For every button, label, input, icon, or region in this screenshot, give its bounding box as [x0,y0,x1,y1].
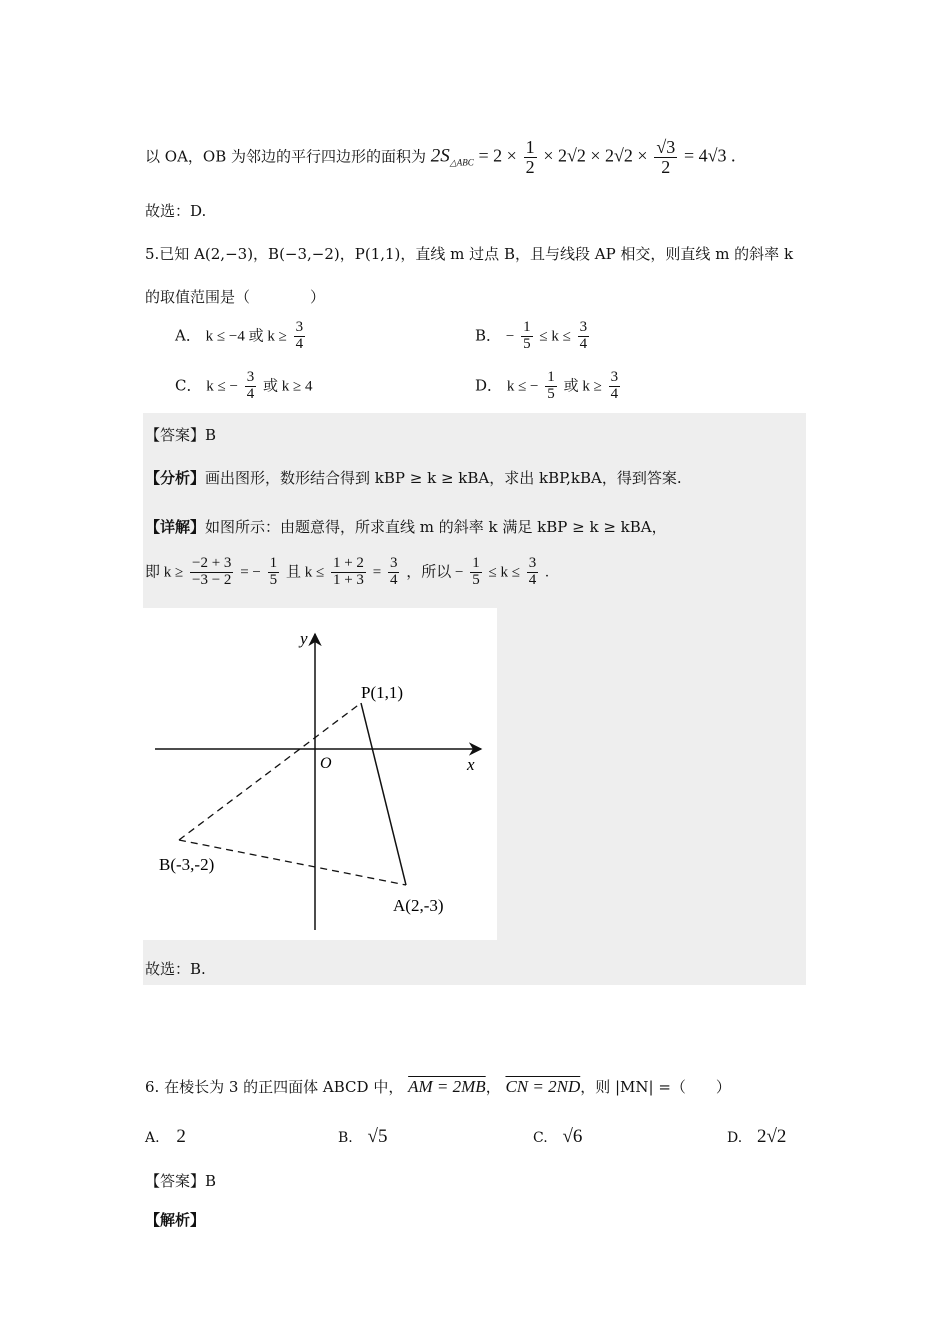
q5-d2-frac5 [470,556,482,589]
q6-option-c-label: C. [533,1130,548,1146]
q5-b-frac1 [521,320,533,353]
point-b-label: B(-3,-2) [159,855,215,874]
area-mid: × 2√2 × 2√2 × [543,145,648,166]
q5-d2-den3: 1 + 3 [332,571,364,588]
q6-stem-pre: 6. 在棱长为 3 的正四面体 ABCD 中， [145,1078,404,1096]
q5-d2-num1: −2 + 3 [192,555,232,571]
area-rhs-prefix: = 2 × [478,145,517,166]
q5-d2-num2: 1 [269,555,278,571]
q5-option-b-label: B． [475,326,502,345]
q6-option-d-label: D. [727,1130,743,1146]
q5-option-d [475,370,622,403]
q5-detail2 [145,556,549,589]
q5-option-a [175,320,307,353]
q5-stem-line1: 5.已知 A(2,−3)，B(−3,−2)，P(1,1)，直线 m 过点 B，且与线段 AP 相交，则直线 m 的斜率 k [145,245,794,263]
q6-option-b [338,1126,387,1148]
q5-analysis [145,467,682,488]
q5-option-d-label: D． [475,376,503,395]
q6-option-a-text: 2 [176,1126,186,1147]
q5-d2-so: ，所以 − [406,564,464,581]
prev-area-text: 以 OA，OB 为邻边的平行四边形的面积为 [145,147,426,166]
area-frac2-num: √3 [656,137,676,157]
q5-d-pre: k ≤ − [506,378,539,395]
q5-option-b [475,320,591,353]
q5-option-c-label: C． [175,376,202,395]
q5-c-post: 或 k ≥ 4 [263,378,313,395]
q6-vec2: CN = 2ND [505,1077,581,1096]
q5-detail [145,516,667,537]
origin-label: O [320,755,332,772]
q5-b-num1: 1 [523,319,531,335]
area-sub: △ABC [449,157,474,168]
q5-d-den1: 5 [547,385,555,402]
q5-d2-num3: 1 + 2 [332,555,364,571]
q5-b-num2: 3 [579,319,588,335]
segment-pa [361,703,406,885]
q6-option-c-text: √6 [562,1126,583,1147]
q5-d2-num6: 3 [528,555,537,571]
q5-analysis-text: 画出图形，数形结合得到 kBP ≥ k ≥ kBA，求出 kBP,kBA，得到答案. [205,469,682,487]
q5-d2-frac4 [388,556,400,589]
q5-d2-mid2: ≤ k ≤ [488,564,520,581]
segment-bp [179,703,361,840]
q5-c-den: 4 [246,385,255,402]
q5-d-frac1 [545,370,557,403]
q5-d-den2: 4 [610,385,619,402]
q5-c-num: 3 [246,369,255,385]
q5-b-mid: ≤ k ≤ [539,328,571,345]
q5-d2-num5: 1 [472,555,480,571]
q6-option-d-text: 2√2 [756,1126,787,1147]
area-frac-num: 1 [525,137,535,157]
q5-d2-frac1 [190,556,233,589]
q5-d2-frac6 [527,556,539,589]
q6-option-b-text: √5 [367,1126,388,1147]
q5-d2-num4: 3 [389,555,398,571]
y-axis-label: y [300,629,308,648]
q5-detail-text: 如图所示：由题意得，所求直线 m 的斜率 k 满足 kBP ≥ k ≥ kBA， [205,518,667,536]
q5-choose: 故选：B. [145,960,206,978]
q5-d2-end: . [545,564,549,581]
q5-d2-frac2 [268,556,280,589]
q5-d-num2: 3 [610,369,619,385]
q5-stem-line2: 的取值范围是（ ） [145,288,326,306]
q5-detail-head: 【详解】 [145,518,206,536]
q6-answer: 【答案】B [145,1172,217,1190]
q5-d2-den1: −3 − 2 [192,571,232,588]
q6-option-b-label: B. [338,1130,353,1146]
coordinate-diagram [143,608,497,940]
q5-d2-den4: 4 [389,571,398,588]
q5-d2-mid: 且 k ≤ [285,564,325,581]
q5-b-den1: 5 [523,335,531,352]
area-frac2-den: 2 [661,156,671,177]
q5-d-mid: 或 k ≥ [563,378,602,395]
q6-analysis-head: 【解析】 [145,1211,206,1229]
prev-choose: 故选：D. [145,202,207,220]
q5-figure [143,608,497,940]
q5-analysis-head: 【分析】 [145,469,206,487]
area-lhs: 2S [430,145,450,167]
q5-d-num1: 1 [547,369,555,385]
q5-d-frac2 [609,370,621,403]
q5-d2-den5: 5 [472,571,480,588]
point-p-label: P(1,1) [361,683,404,702]
q5-answer: 【答案】B [145,426,217,444]
q5-c-pre: k ≤ − [206,378,238,395]
q5-a-num: 3 [295,319,304,335]
area-frac-den: 2 [525,156,535,177]
prev-area-line [145,138,736,177]
q6-option-d [727,1126,786,1148]
q6-option-a-label: A. [145,1130,160,1146]
x-axis-label: x [467,755,475,774]
area-frac2 [654,138,677,177]
q6-vec1: AM = 2MB [408,1077,486,1096]
q5-d2-frac3 [331,556,366,589]
q5-d2-eq2: = [372,564,382,581]
q5-b-den2: 4 [579,335,588,352]
q5-c-frac [245,370,257,403]
q5-d2-den2: 5 [269,571,278,588]
q6-option-c [533,1126,582,1148]
q5-option-a-text: k ≤ −4 或 k ≥ [205,328,287,345]
q5-d2-eq: = − [240,564,261,581]
q5-d2-den6: 4 [528,571,537,588]
q5-a-den: 4 [295,335,304,352]
q6-option-a [145,1126,186,1148]
q5-option-a-frac [294,320,306,353]
q5-option-a-label: A． [175,326,201,345]
q5-d2-pre: 即 k ≥ [145,564,184,581]
area-result: = 4√3 . [684,145,736,166]
point-a-label: A(2,-3) [393,896,444,915]
q5-b-pre: − [505,328,515,345]
q5-b-frac2 [578,320,590,353]
q6-stem-post: ，则 |MN| =（ ） [580,1078,731,1096]
q5-option-c [175,370,313,403]
area-frac [524,138,537,177]
q6-stem: 6. 在棱长为 3 的正四面体 ABCD 中， AM = 2MB， CN = 2ND，则 |MN| =（ ） [145,1077,731,1096]
